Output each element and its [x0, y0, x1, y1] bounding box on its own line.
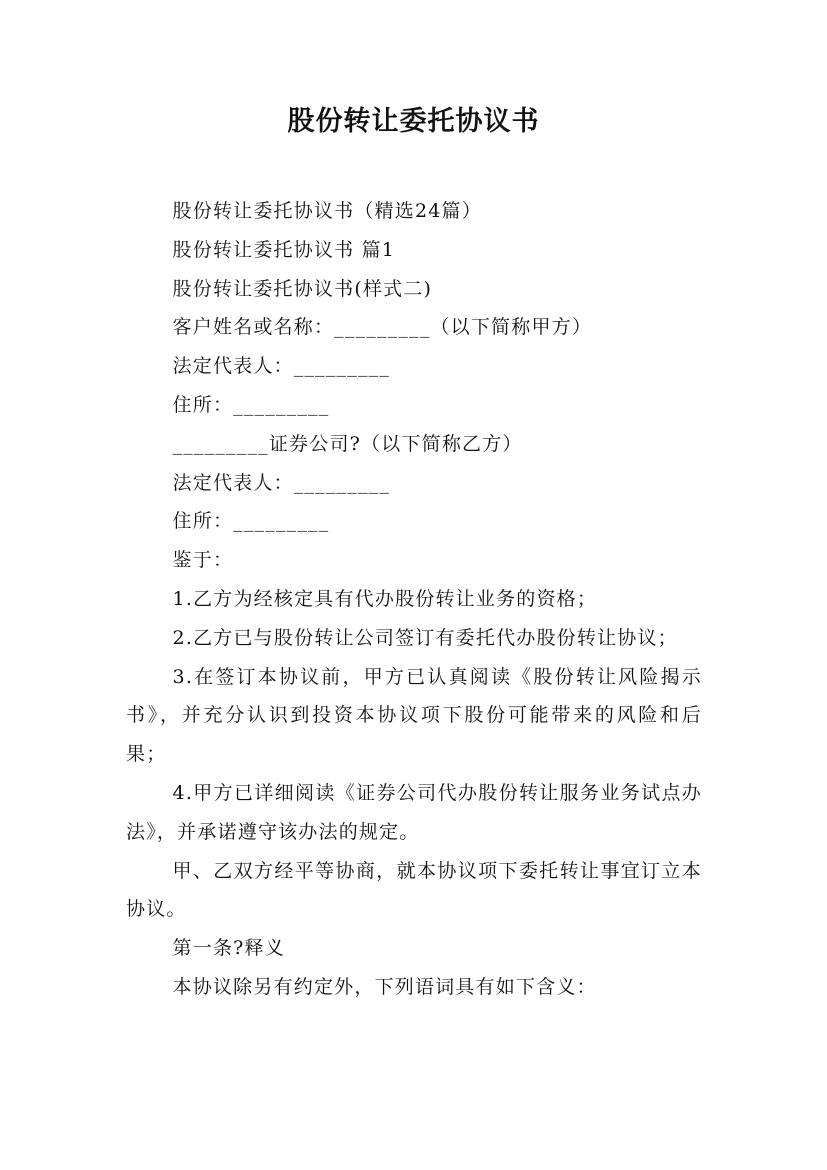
paragraph-article-number: 股份转让委托协议书 篇1	[172, 238, 396, 261]
paragraph-recital-4: 4.甲方已详细阅读《证券公司代办股份转让服务业务试点办法》，并承诺遵守该办法的规定。	[126, 781, 702, 843]
paragraph-agreement-statement: 甲、乙双方经平等协商，就本协议项下委托转让事宜订立本协议。	[126, 859, 702, 921]
paragraph-party-b-address: 住所：_________	[172, 510, 330, 533]
document-title: 股份转让委托协议书	[287, 106, 540, 137]
paragraph-template-style: 股份转让委托协议书(样式二)	[172, 277, 433, 300]
document-body	[126, 192, 702, 1007]
paragraph-recital-1: 1.乙方为经核定具有代办股份转让业务的资格；	[172, 587, 598, 610]
paragraph-definitions-intro: 本协议除另有约定外，下列语词具有如下含义：	[172, 975, 597, 998]
paragraph-article-one-heading: 第一条?释义	[172, 937, 285, 960]
paragraph-heading-selection: 股份转让委托协议书（精选24篇）	[172, 200, 482, 222]
paragraph-whereas: 鉴于：	[172, 549, 234, 572]
paragraph-party-a-representative: 法定代表人：_________	[172, 355, 391, 378]
paragraph-client-name: 客户姓名或名称：_________（以下简称甲方）	[172, 316, 593, 339]
paragraph-party-b-representative: 法定代表人：_________	[172, 471, 391, 494]
paragraph-party-a-address: 住所：_________	[172, 393, 330, 416]
paragraph-securities-company: _________证券公司?（以下简称乙方）	[172, 432, 523, 455]
paragraph-recital-3: 3.在签订本协议前，甲方已认真阅读《股份转让风险揭示书》，并充分认识到投资本协议项下股份可能带来的风险和后果；	[126, 665, 702, 766]
paragraph-recital-2: 2.乙方已与股份转让公司签订有委托代办股份转让协议；	[172, 626, 678, 649]
